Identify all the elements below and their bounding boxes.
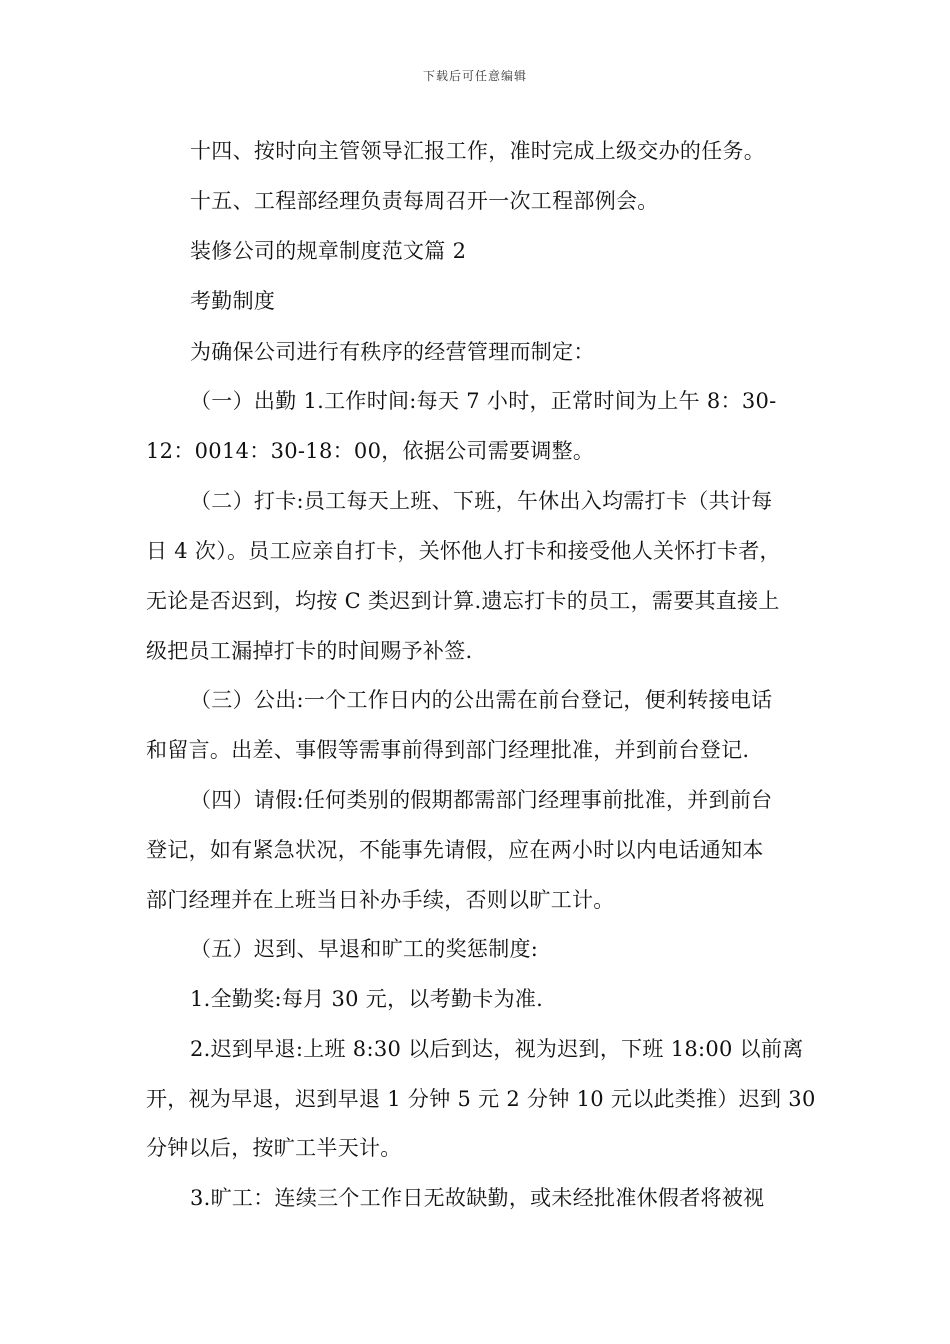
text-line: 日 4 次）。员工应亲自打卡，关怀他人打卡和接受他人关怀打卡者， [146, 539, 781, 563]
text-line: 无论是否迟到，均按 C 类迟到计算.遗忘打卡的员工，需要其直接上 [146, 589, 780, 613]
page-header: 下载后可任意编辑 [422, 69, 527, 83]
text-line: （五）迟到、早退和旷工的奖惩制度: [190, 937, 539, 961]
text-line: 部门经理并在上班当日补办手续，否则以旷工计。 [146, 888, 615, 912]
text-line: 分钟以后，按旷工半天计。 [146, 1136, 402, 1160]
text-line: 3.旷工：连续三个工作日无故缺勤，或未经批准休假者将被视 [190, 1186, 765, 1210]
text-line: 12：0014：30-18：00，依据公司需要调整。 [146, 439, 595, 463]
text-line: 级把员工漏掉打卡的时间赐予补签. [146, 639, 473, 663]
text-line: （一）出勤 1.工作时间:每天 7 小时，正常时间为上午 8：30- [190, 389, 777, 413]
text-line: （四）请假:任何类别的假期都需部门经理事前批准，并到前台 [190, 788, 773, 812]
text-line: 开，视为早退，迟到早退 1 分钟 5 元 2 分钟 10 元以此类推）迟到 30 [146, 1087, 816, 1111]
section-title: 装修公司的规章制度范文篇 2 [190, 239, 467, 263]
text-line: 十五、工程部经理负责每周召开一次工程部例会。 [190, 189, 659, 213]
text-line: 十四、按时向主管领导汇报工作，准时完成上级交办的任务。 [190, 139, 766, 163]
text-line: 为确保公司进行有秩序的经营管理而制定： [190, 340, 595, 364]
text-line: （三）公出:一个工作日内的公出需在前台登记，便利转接电话 [190, 688, 773, 712]
text-line: （二）打卡:员工每天上班、下班，午休出入均需打卡（共计每 [190, 489, 773, 513]
subsection-title: 考勤制度 [190, 289, 276, 313]
text-line: 2.迟到早退:上班 8:30 以后到达，视为迟到，下班 18:00 以前离 [190, 1037, 804, 1061]
text-line: 登记，如有紧急状况，不能事先请假，应在两小时以内电话通知本 [146, 838, 764, 862]
text-line: 1.全勤奖:每月 30 元，以考勤卡为准. [190, 987, 544, 1011]
text-line: 和留言。出差、事假等需事前得到部门经理批准，并到前台登记. [146, 738, 750, 762]
